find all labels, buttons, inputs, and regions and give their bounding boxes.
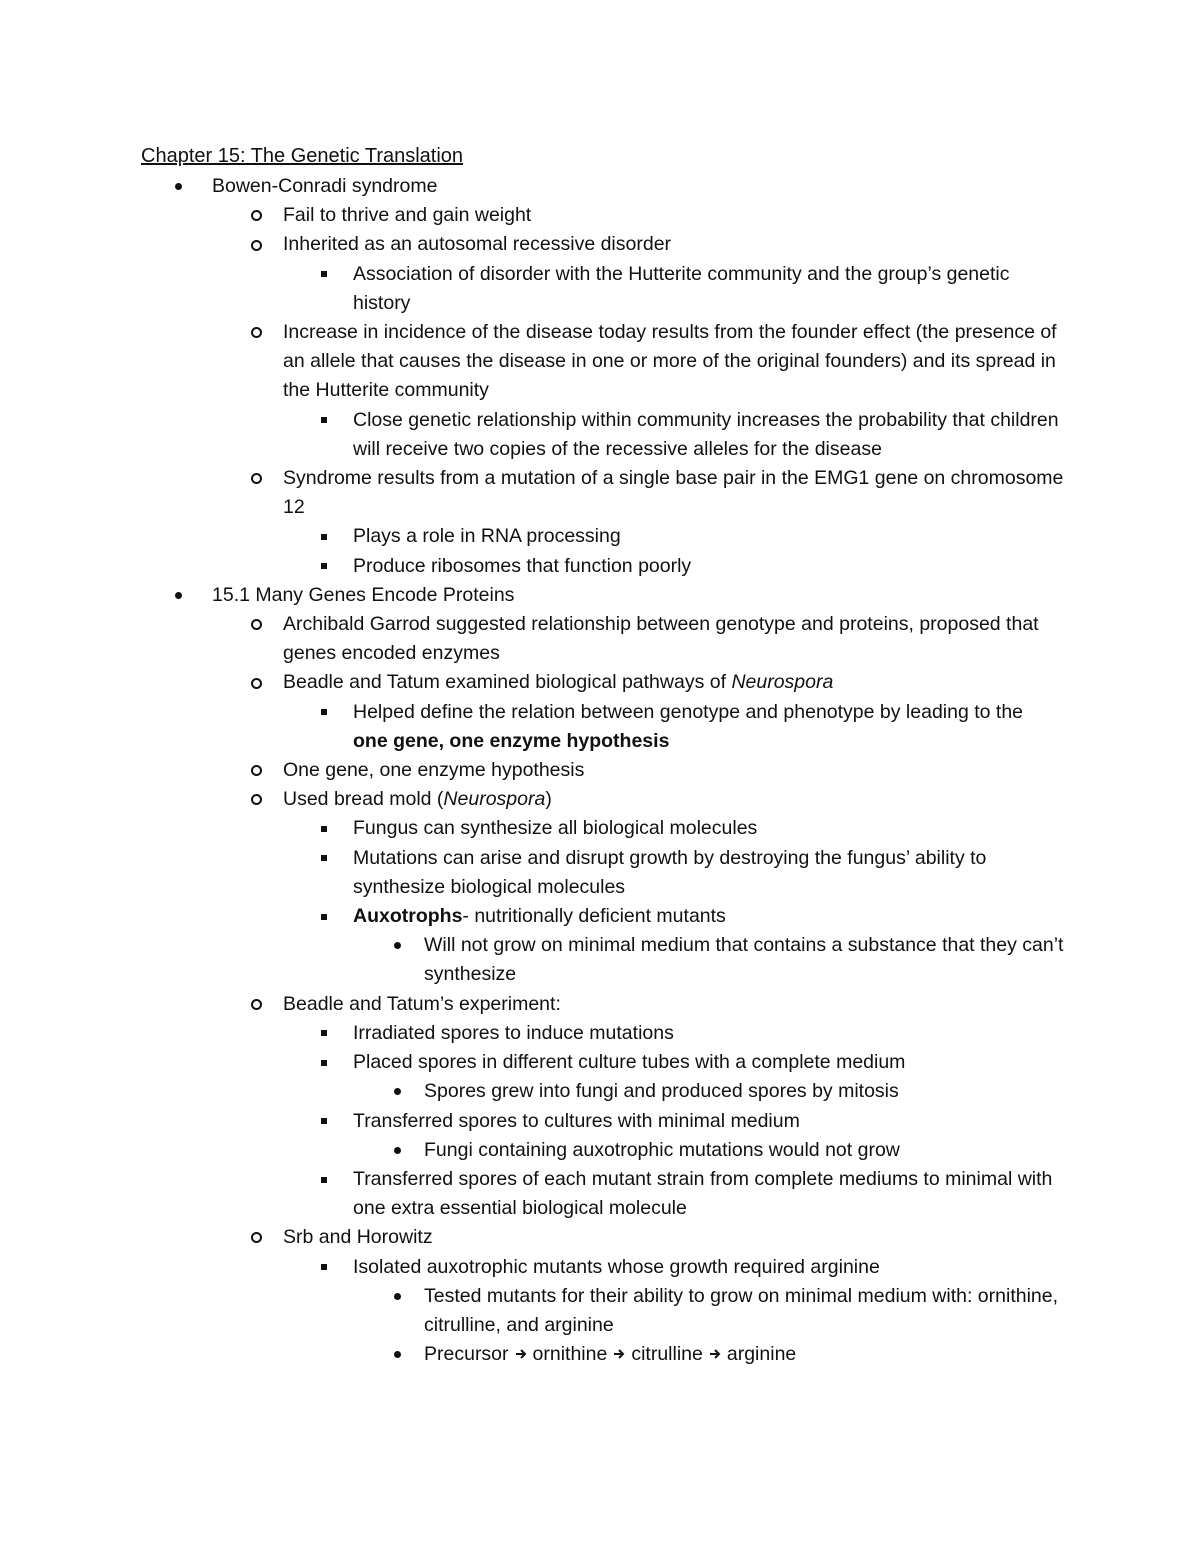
item-italic-term: Neurospora [731,671,834,694]
item-text: Bowen-Conradi syndrome [212,175,438,197]
filled-circle-bullet [387,1077,407,1106]
square-bullet [314,814,334,843]
item-text: - nutritionally deficient mutants [462,905,726,928]
outline-item-level-3 [0,1048,1063,1077]
outline-item-level-4 [0,1136,1064,1165]
outline-item-level-3 [0,406,1063,464]
square-bullet [314,1048,334,1077]
square-bullet [314,1019,334,1048]
outline-item-level-2 [0,610,1073,668]
item-text: Srb and Horowitz [283,1226,433,1249]
outline-item-level-1 [0,581,1092,610]
item-text: Increase in incidence of the disease today results from the founder effect (the presence of an allele that causes the disease in one or more of the original founders) and its spread in the Hutterite community [283,321,1057,402]
item-text: Produce ribosomes that function poorly [353,554,692,577]
filled-circle-bullet [168,172,188,201]
outline-item-level-2 [0,230,1073,259]
outline-item-level-3 [0,1253,1063,1282]
outline-item-level-2 [0,464,1073,522]
outline-item-level-4 [0,1282,1064,1340]
outline-item-level-4 [0,1077,1064,1106]
item-text-after: ) [545,788,552,811]
outline-item-level-3 [0,260,1063,318]
outline-item-level-3 [0,1165,1063,1223]
item-text: Used bread mold ( [283,788,444,811]
outline-item-level-3 [0,844,1063,902]
item-italic-term: Neurospora [443,788,546,811]
item-bold-term: one gene, one enzyme hypothesis [353,729,670,752]
outline-item-level-3 [0,552,1063,581]
hollow-circle-bullet [246,785,266,814]
item-text: Will not grow on minimal medium that contains a substance that they can’t synthesize [424,934,1064,986]
outline-item-level-2 [0,990,1073,1019]
item-text: Fungi containing auxotrophic mutations would not grow [424,1138,900,1161]
item-text: Beadle and Tatum’s experiment: [283,992,561,1015]
item-text: Mutations can arise and disrupt growth by destroying the fungus’ ability to synthesize biological molecules [353,846,987,898]
square-bullet [314,406,334,435]
item-text: Close genetic relationship within community increases the probability that children will receive two copies of the recessive alleles for the disease [353,408,1059,460]
hollow-circle-bullet [246,318,266,347]
item-text: Spores grew into fungi and produced spores by mitosis [424,1080,899,1103]
item-text: Fungus can synthesize all biological molecules [353,817,758,840]
item-text: Beadle and Tatum examined biological pathways of [283,671,732,694]
pathway-step: Precursor [424,1343,509,1366]
hollow-circle-bullet [246,668,266,697]
outline-item-level-3 [0,1019,1063,1048]
hollow-circle-bullet [246,990,266,1019]
outline-item-level-4 [0,1340,1064,1369]
outline-item-level-4 [0,931,1064,989]
square-bullet [314,1107,334,1136]
square-bullet [314,1253,334,1282]
square-bullet [314,1165,334,1194]
outline-item-level-3 [0,814,1063,843]
right-arrow-icon [709,1348,721,1360]
outline-item-level-2 [0,318,1073,406]
filled-circle-bullet [387,1136,407,1165]
item-text: Inherited as an autosomal recessive disorder [283,233,672,256]
item-text: Helped define the relation between genotype and phenotype by leading to the [353,700,1024,723]
item-text: Syndrome results from a mutation of a single base pair in the EMG1 gene on chromosome 12 [283,467,1064,519]
item-text: Fail to thrive and gain weight [283,204,532,227]
square-bullet [314,552,334,581]
outline-item-level-3 [0,698,1063,756]
right-arrow-icon [613,1348,625,1360]
outline-item-level-3 [0,1107,1063,1136]
square-bullet [314,260,334,289]
item-text: 15.1 Many Genes Encode Proteins [212,583,515,606]
square-bullet [314,698,334,727]
outline-list [0,172,1200,1369]
outline-item-level-2 [0,1223,1073,1252]
item-text: Transferred spores to cultures with minimal medium [353,1109,800,1132]
item-text: Archibald Garrod suggested relationship between genotype and proteins, proposed that genes encoded enzymes [283,613,1039,665]
outline-item-level-2 [0,785,1073,814]
filled-circle-bullet [387,931,407,960]
square-bullet [314,902,334,931]
filled-circle-bullet [387,1340,407,1369]
right-arrow-icon [515,1348,527,1360]
chapter-title: Chapter 15: The Genetic Translation [141,145,464,167]
outline-item-level-1 [0,172,1092,201]
pathway-step: citrulline [631,1343,703,1366]
outline-item-level-2 [0,756,1073,785]
hollow-circle-bullet [246,610,266,639]
item-text: Placed spores in different culture tubes with a complete medium [353,1051,906,1074]
hollow-circle-bullet [246,756,266,785]
item-bold-term: Auxotrophs [353,905,463,928]
outline-item-level-2 [0,201,1073,230]
pathway-step: ornithine [532,1343,608,1366]
square-bullet [314,522,334,551]
item-text: Plays a role in RNA processing [353,525,621,548]
item-text: Transferred spores of each mutant strain from complete mediums to minimal with one extra essential biological molecule [353,1167,1053,1220]
item-text: One gene, one enzyme hypothesis [283,759,585,782]
hollow-circle-bullet [246,230,266,259]
hollow-circle-bullet [246,1223,266,1252]
item-text: Tested mutants for their ability to grow on minimal medium with: ornithine, citrulline, and arginine [424,1284,1059,1336]
pathway-step: arginine [726,1343,797,1366]
hollow-circle-bullet [246,201,266,230]
hollow-circle-bullet [246,464,266,493]
square-bullet [314,844,334,873]
outline-item-level-2 [0,668,1073,697]
outline-item-level-3 [0,522,1063,551]
filled-circle-bullet [387,1282,407,1311]
item-text: Association of disorder with the Hutterite community and the group’s genetic history [353,262,1010,314]
outline-item-level-3 [0,902,1063,931]
item-text: Isolated auxotrophic mutants whose growth required arginine [353,1255,880,1278]
filled-circle-bullet [168,581,188,610]
item-text: Irradiated spores to induce mutations [353,1021,674,1044]
